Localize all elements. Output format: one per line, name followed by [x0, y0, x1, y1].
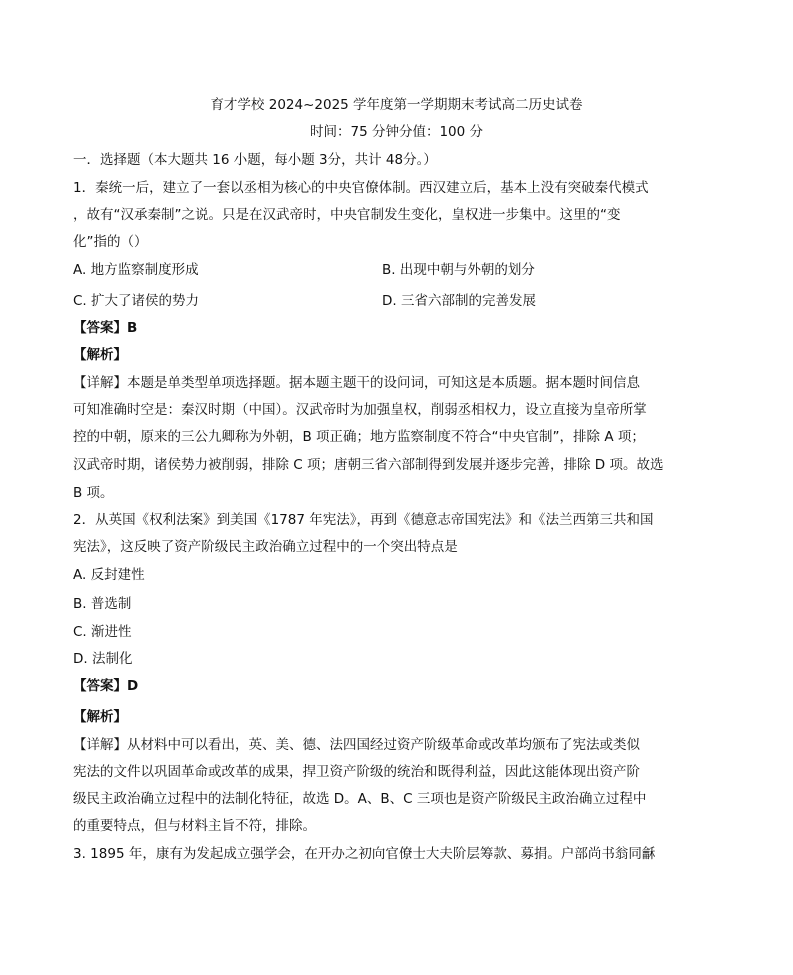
option-d: D. 三省六部制的完善发展 [382, 293, 536, 309]
exam-time-score: 时间：75 分钟分值：100 分 [309, 124, 484, 140]
detail-line: 级民主政治确立过程中的法制化特征，故选 D。A、B、C 三项也是资产阶级民主政治确立过程中 [73, 791, 647, 807]
detail-line: 【详解】从材料中可以看出，英、美、德、法四国经过资产阶级革命或改革均颁布了宪法或类似 [73, 737, 640, 753]
answer-label: 【答案】D [73, 678, 139, 694]
analysis-label: 【解析】 [73, 347, 127, 363]
question-stem-line: 宪法》，这反映了资产阶级民主政治确立过程中的一个突出特点是 [73, 539, 458, 555]
question-stem-line: 1．秦统一后，建立了一套以丞相为核心的中央官僚体制。西汉建立后，基本上没有突破秦代模式 [73, 180, 649, 196]
detail-line: 宪法的文件以巩固革命或改革的成果，捍卫资产阶级的统治和既得利益，因此这能体现出资产阶 [73, 764, 640, 780]
detail-line: 【详解】本题是单类型单项选择题。据本题主题干的设问词，可知这是本质题。据本题时间信息 [73, 375, 640, 391]
option-b: B. 普选制 [73, 596, 132, 612]
question-stem-line: 3. 1895 年，康有为发起成立强学会，在开办之初向官僚士大夫阶层筹款、募捐。户部尚书翁同龢 [73, 846, 656, 862]
analysis-label: 【解析】 [73, 709, 127, 725]
question-stem-line: ，故有“汉承秦制”之说。只是在汉武帝时，中央官制发生变化，皇权进一步集中。这里的“变 [73, 207, 621, 223]
question-stem-line: 化”指的（） [73, 234, 148, 250]
option-c: C. 扩大了诸侯的势力 [73, 293, 200, 309]
option-a: A. 反封建性 [73, 567, 145, 583]
detail-line: B 项。 [73, 485, 114, 501]
question-stem-line: 2．从英国《权利法案》到美国《1787 年宪法》，再到《德意志帝国宪法》和《法兰西第三共和国 [73, 512, 654, 528]
detail-line: 的重要特点，但与材料主旨不符，排除。 [73, 818, 316, 834]
option-d: D. 法制化 [73, 651, 133, 667]
detail-line: 汉武帝时期，诸侯势力被削弱，排除 C 项；唐朝三省六部制得到发展并逐步完善，排除 D 项。故选 [73, 457, 664, 473]
option-c: C. 渐进性 [73, 624, 132, 640]
detail-line: 可知准确时空是：秦汉时期（中国）。汉武帝时为加强皇权，削弱丞相权力，设立直接为皇帝所掌 [73, 402, 647, 418]
detail-line: 控的中朝，原来的三公九卿称为外朝，B 项正确；地方监察制度不符合“中央官制”，排除 A 项； [73, 429, 645, 445]
exam-title: 育才学校 2024~2025 学年度第一学期期末考试高二历史试卷 [210, 97, 583, 113]
option-b: B. 出现中朝与外朝的划分 [382, 262, 535, 278]
option-a: A. 地方监察制度形成 [73, 262, 199, 278]
section-heading: 一．选择题（本大题共 16 小题，每小题 3分，共计 48分。） [73, 152, 437, 168]
answer-label: 【答案】B [73, 320, 138, 336]
